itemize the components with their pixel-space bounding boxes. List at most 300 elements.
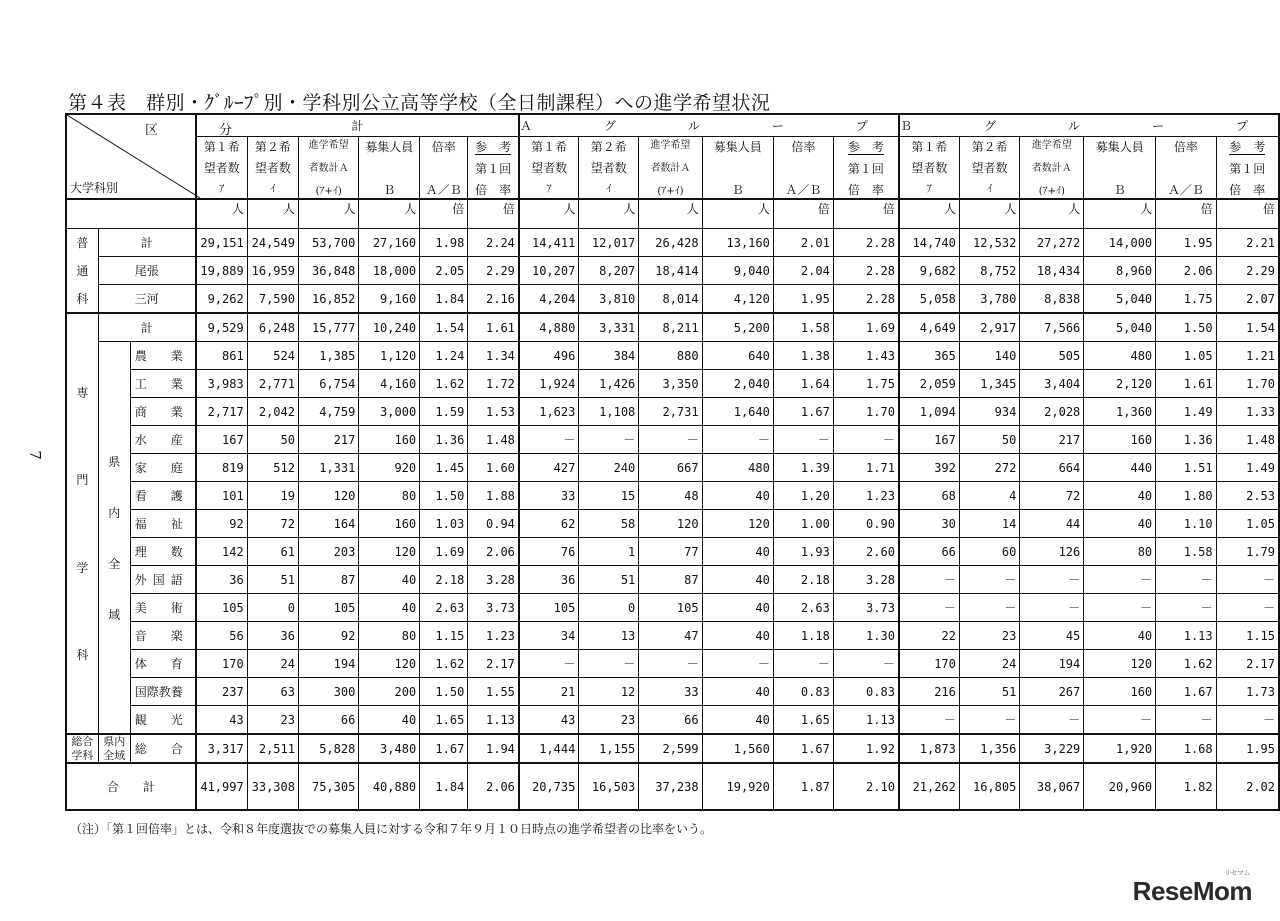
value-cell: 66 bbox=[298, 706, 358, 735]
value-cell: － bbox=[639, 650, 702, 678]
row-label: 理 数 bbox=[130, 538, 196, 566]
value-cell: 21,262 bbox=[899, 763, 959, 810]
value-cell: 664 bbox=[1020, 454, 1084, 482]
value-cell: 1.24 bbox=[420, 342, 468, 370]
value-cell: 200 bbox=[359, 678, 420, 706]
value-cell: 1,120 bbox=[359, 342, 420, 370]
value-cell: 1,356 bbox=[959, 734, 1019, 763]
value-cell: 240 bbox=[579, 454, 639, 482]
value-cell: 24 bbox=[247, 650, 298, 678]
value-cell: 1.61 bbox=[468, 313, 519, 342]
value-cell: 1.95 bbox=[773, 285, 833, 314]
value-cell: 5,040 bbox=[1084, 313, 1156, 342]
row-label: 水 産 bbox=[130, 426, 196, 454]
value-cell: － bbox=[1084, 594, 1156, 622]
value-cell: 1,094 bbox=[899, 398, 959, 426]
value-cell: 7,566 bbox=[1020, 313, 1084, 342]
value-cell: 2.16 bbox=[468, 285, 519, 314]
value-cell: 16,805 bbox=[959, 763, 1019, 810]
value-cell: 217 bbox=[1020, 426, 1084, 454]
col-header-total-applicants: 進学希望 者数計Ａ (ｱ+ｲ) bbox=[639, 137, 702, 199]
value-cell: 505 bbox=[1020, 342, 1084, 370]
row-label: 総 合 bbox=[130, 734, 196, 763]
value-cell: 1.67 bbox=[420, 734, 468, 763]
value-cell: 80 bbox=[359, 622, 420, 650]
value-cell: － bbox=[899, 594, 959, 622]
value-cell: 2.06 bbox=[1156, 257, 1216, 285]
value-cell: 29,151 bbox=[196, 229, 247, 257]
row-label: 商 業 bbox=[130, 398, 196, 426]
value-cell: 1.34 bbox=[468, 342, 519, 370]
data-table bbox=[65, 113, 1280, 811]
units-spacer bbox=[66, 199, 196, 229]
value-cell: 384 bbox=[579, 342, 639, 370]
value-cell: 12,017 bbox=[579, 229, 639, 257]
value-cell: 120 bbox=[298, 482, 358, 510]
value-cell: 3,404 bbox=[1020, 370, 1084, 398]
value-cell: 0 bbox=[247, 594, 298, 622]
value-cell: 1,920 bbox=[1084, 734, 1156, 763]
value-cell: 3,983 bbox=[196, 370, 247, 398]
value-cell: 66 bbox=[899, 538, 959, 566]
value-cell: 50 bbox=[959, 426, 1019, 454]
value-cell: 1.75 bbox=[833, 370, 899, 398]
value-cell: 2.63 bbox=[773, 594, 833, 622]
unit-cell: 人 bbox=[639, 199, 702, 229]
value-cell: 36 bbox=[196, 566, 247, 594]
value-cell: 1.48 bbox=[468, 426, 519, 454]
value-cell: 2,717 bbox=[196, 398, 247, 426]
col-header-second-choice: 第２希 望者数 ｲ bbox=[247, 137, 298, 199]
value-cell: 1 bbox=[579, 538, 639, 566]
value-cell: 1.67 bbox=[773, 398, 833, 426]
value-cell: 34 bbox=[519, 622, 579, 650]
value-cell: 300 bbox=[298, 678, 358, 706]
value-cell: 1.38 bbox=[773, 342, 833, 370]
value-cell: 3.73 bbox=[833, 594, 899, 622]
value-cell: 0 bbox=[579, 594, 639, 622]
row-label: 観 光 bbox=[130, 706, 196, 735]
unit-cell: 人 bbox=[519, 199, 579, 229]
value-cell: 640 bbox=[702, 342, 773, 370]
value-cell: － bbox=[1020, 566, 1084, 594]
value-cell: 0.90 bbox=[833, 510, 899, 538]
row-label: 尾張 bbox=[98, 257, 196, 285]
value-cell: 87 bbox=[639, 566, 702, 594]
value-cell: 1.79 bbox=[1216, 538, 1279, 566]
unit-cell: 人 bbox=[899, 199, 959, 229]
value-cell: 1.94 bbox=[468, 734, 519, 763]
value-cell: 1.50 bbox=[420, 482, 468, 510]
value-cell: 0.94 bbox=[468, 510, 519, 538]
row-label: 音 楽 bbox=[130, 622, 196, 650]
value-cell: 1.58 bbox=[1156, 538, 1216, 566]
unit-cell: 人 bbox=[702, 199, 773, 229]
value-cell: 9,040 bbox=[702, 257, 773, 285]
value-cell: 36 bbox=[519, 566, 579, 594]
value-cell: － bbox=[702, 650, 773, 678]
value-cell: 480 bbox=[702, 454, 773, 482]
col-header-first-choice: 第１希 望者数 ｱ bbox=[899, 137, 959, 199]
value-cell: 1.23 bbox=[833, 482, 899, 510]
value-cell: 14 bbox=[959, 510, 1019, 538]
value-cell: 77 bbox=[639, 538, 702, 566]
value-cell: 1.71 bbox=[833, 454, 899, 482]
value-cell: － bbox=[1216, 706, 1279, 735]
value-cell: 1.51 bbox=[1156, 454, 1216, 482]
value-cell: 2,040 bbox=[702, 370, 773, 398]
group-header-total: 計 bbox=[196, 114, 519, 137]
value-cell: 23 bbox=[959, 622, 1019, 650]
value-cell: 1,385 bbox=[298, 342, 358, 370]
value-cell: 1.15 bbox=[1216, 622, 1279, 650]
value-cell: 2,028 bbox=[1020, 398, 1084, 426]
value-cell: 16,852 bbox=[298, 285, 358, 314]
value-cell: 33 bbox=[519, 482, 579, 510]
value-cell: 20,960 bbox=[1084, 763, 1156, 810]
value-cell: 272 bbox=[959, 454, 1019, 482]
value-cell: 80 bbox=[359, 482, 420, 510]
value-cell: 2,511 bbox=[247, 734, 298, 763]
value-cell: 40 bbox=[702, 622, 773, 650]
value-cell: － bbox=[1084, 566, 1156, 594]
unit-cell: 倍 bbox=[420, 199, 468, 229]
group-label-senmon: 専 門 学 科 bbox=[66, 313, 98, 734]
value-cell: 160 bbox=[1084, 678, 1156, 706]
unit-cell: 人 bbox=[359, 199, 420, 229]
value-cell: 105 bbox=[519, 594, 579, 622]
value-cell: 194 bbox=[298, 650, 358, 678]
value-cell: 1.84 bbox=[420, 285, 468, 314]
row-label: 外 国 語 bbox=[130, 566, 196, 594]
value-cell: 24,549 bbox=[247, 229, 298, 257]
value-cell: 1.13 bbox=[1156, 622, 1216, 650]
value-cell: 4,880 bbox=[519, 313, 579, 342]
value-cell: 40 bbox=[359, 594, 420, 622]
value-cell: 1.43 bbox=[833, 342, 899, 370]
group-header-b: Ｂ グ ル ー プ bbox=[899, 114, 1279, 137]
value-cell: 2.18 bbox=[420, 566, 468, 594]
value-cell: 1.15 bbox=[420, 622, 468, 650]
value-cell: 170 bbox=[196, 650, 247, 678]
value-cell: 2.07 bbox=[1216, 285, 1279, 314]
value-cell: 2.63 bbox=[420, 594, 468, 622]
value-cell: 30 bbox=[899, 510, 959, 538]
value-cell: 160 bbox=[359, 510, 420, 538]
value-cell: 105 bbox=[196, 594, 247, 622]
value-cell: 1.92 bbox=[833, 734, 899, 763]
value-cell: 44 bbox=[1020, 510, 1084, 538]
value-cell: 6,754 bbox=[298, 370, 358, 398]
value-cell: 0.83 bbox=[773, 678, 833, 706]
value-cell: 0.83 bbox=[833, 678, 899, 706]
value-cell: 8,207 bbox=[579, 257, 639, 285]
value-cell: 3,350 bbox=[639, 370, 702, 398]
value-cell: 140 bbox=[959, 342, 1019, 370]
value-cell: 66 bbox=[639, 706, 702, 735]
value-cell: － bbox=[1084, 706, 1156, 735]
value-cell: 2.05 bbox=[420, 257, 468, 285]
value-cell: 38,067 bbox=[1020, 763, 1084, 810]
value-cell: 1.13 bbox=[468, 706, 519, 735]
value-cell: 8,752 bbox=[959, 257, 1019, 285]
value-cell: － bbox=[702, 426, 773, 454]
col-header-total-applicants: 進学希望 者数計Ａ (ｱ+ｲ) bbox=[1020, 137, 1084, 199]
col-header-second-choice: 第２希 望者数 ｲ bbox=[959, 137, 1019, 199]
unit-cell: 倍 bbox=[1156, 199, 1216, 229]
value-cell: 72 bbox=[1020, 482, 1084, 510]
value-cell: 2.01 bbox=[773, 229, 833, 257]
value-cell: 8,838 bbox=[1020, 285, 1084, 314]
value-cell: 1,640 bbox=[702, 398, 773, 426]
value-cell: 2.06 bbox=[468, 538, 519, 566]
value-cell: 51 bbox=[247, 566, 298, 594]
value-cell: 2.28 bbox=[833, 285, 899, 314]
value-cell: 40,880 bbox=[359, 763, 420, 810]
value-cell: 1.58 bbox=[773, 313, 833, 342]
value-cell: 101 bbox=[196, 482, 247, 510]
value-cell: 27,272 bbox=[1020, 229, 1084, 257]
value-cell: 68 bbox=[899, 482, 959, 510]
row-label: 体 育 bbox=[130, 650, 196, 678]
value-cell: 819 bbox=[196, 454, 247, 482]
value-cell: 40 bbox=[702, 594, 773, 622]
value-cell: 861 bbox=[196, 342, 247, 370]
value-cell: － bbox=[1020, 706, 1084, 735]
value-cell: 1.10 bbox=[1156, 510, 1216, 538]
value-cell: 1.65 bbox=[420, 706, 468, 735]
value-cell: 62 bbox=[519, 510, 579, 538]
value-cell: 4,649 bbox=[899, 313, 959, 342]
group-label-futsu: 普 通 科 bbox=[66, 229, 98, 314]
value-cell: 9,682 bbox=[899, 257, 959, 285]
value-cell: 16,959 bbox=[247, 257, 298, 285]
value-cell: 120 bbox=[359, 650, 420, 678]
value-cell: 1.54 bbox=[420, 313, 468, 342]
col-header-second-choice: 第２希 望者数 ｲ bbox=[579, 137, 639, 199]
value-cell: 51 bbox=[959, 678, 1019, 706]
value-cell: 5,058 bbox=[899, 285, 959, 314]
value-cell: 5,828 bbox=[298, 734, 358, 763]
value-cell: 2.29 bbox=[468, 257, 519, 285]
value-cell: 80 bbox=[1084, 538, 1156, 566]
value-cell: 4,204 bbox=[519, 285, 579, 314]
value-cell: 203 bbox=[298, 538, 358, 566]
value-cell: 1.70 bbox=[833, 398, 899, 426]
value-cell: － bbox=[1156, 706, 1216, 735]
value-cell: 1.69 bbox=[833, 313, 899, 342]
value-cell: 61 bbox=[247, 538, 298, 566]
value-cell: 217 bbox=[298, 426, 358, 454]
value-cell: 2,599 bbox=[639, 734, 702, 763]
value-cell: 2,731 bbox=[639, 398, 702, 426]
value-cell: 1.93 bbox=[773, 538, 833, 566]
value-cell: 4,160 bbox=[359, 370, 420, 398]
value-cell: 40 bbox=[702, 566, 773, 594]
col-header-ratio: 倍率 Ａ／Ｂ bbox=[1156, 137, 1216, 199]
value-cell: 23 bbox=[247, 706, 298, 735]
value-cell: 1.48 bbox=[1216, 426, 1279, 454]
value-cell: 1.18 bbox=[773, 622, 833, 650]
value-cell: － bbox=[833, 426, 899, 454]
value-cell: － bbox=[1020, 594, 1084, 622]
value-cell: 1.69 bbox=[420, 538, 468, 566]
value-cell: － bbox=[899, 706, 959, 735]
value-cell: 40 bbox=[702, 482, 773, 510]
value-cell: 13 bbox=[579, 622, 639, 650]
row-label: 看 護 bbox=[130, 482, 196, 510]
value-cell: － bbox=[1216, 566, 1279, 594]
value-cell: 1.67 bbox=[773, 734, 833, 763]
value-cell: 14,411 bbox=[519, 229, 579, 257]
row-label: 計 bbox=[98, 313, 196, 342]
value-cell: － bbox=[639, 426, 702, 454]
value-cell: 1.82 bbox=[1156, 763, 1216, 810]
value-cell: 20,735 bbox=[519, 763, 579, 810]
value-cell: 2.18 bbox=[773, 566, 833, 594]
value-cell: 45 bbox=[1020, 622, 1084, 650]
value-cell: 1.20 bbox=[773, 482, 833, 510]
value-cell: 1,360 bbox=[1084, 398, 1156, 426]
value-cell: 1,444 bbox=[519, 734, 579, 763]
value-cell: － bbox=[579, 650, 639, 678]
value-cell: － bbox=[773, 650, 833, 678]
value-cell: 496 bbox=[519, 342, 579, 370]
value-cell: 1,560 bbox=[702, 734, 773, 763]
col-header-reference-ratio: 参 考 第１回 倍 率 bbox=[468, 137, 519, 199]
value-cell: 120 bbox=[639, 510, 702, 538]
value-cell: 4,759 bbox=[298, 398, 358, 426]
value-cell: 24 bbox=[959, 650, 1019, 678]
value-cell: 3.28 bbox=[833, 566, 899, 594]
unit-cell: 人 bbox=[1020, 199, 1084, 229]
value-cell: 1.54 bbox=[1216, 313, 1279, 342]
value-cell: 1.03 bbox=[420, 510, 468, 538]
value-cell: 43 bbox=[519, 706, 579, 735]
value-cell: 40 bbox=[702, 538, 773, 566]
value-cell: 126 bbox=[1020, 538, 1084, 566]
value-cell: 12,532 bbox=[959, 229, 1019, 257]
value-cell: 1.36 bbox=[420, 426, 468, 454]
value-cell: 10,240 bbox=[359, 313, 420, 342]
value-cell: 2.28 bbox=[833, 257, 899, 285]
value-cell: 105 bbox=[298, 594, 358, 622]
value-cell: 50 bbox=[247, 426, 298, 454]
value-cell: 920 bbox=[359, 454, 420, 482]
value-cell: － bbox=[1156, 594, 1216, 622]
value-cell: 51 bbox=[579, 566, 639, 594]
value-cell: 2.06 bbox=[468, 763, 519, 810]
value-cell: 120 bbox=[702, 510, 773, 538]
value-cell: 2.04 bbox=[773, 257, 833, 285]
value-cell: 21 bbox=[519, 678, 579, 706]
value-cell: 87 bbox=[298, 566, 358, 594]
value-cell: 2.17 bbox=[468, 650, 519, 678]
value-cell: 13,160 bbox=[702, 229, 773, 257]
row-label: 美 術 bbox=[130, 594, 196, 622]
value-cell: 19 bbox=[247, 482, 298, 510]
value-cell: － bbox=[579, 426, 639, 454]
value-cell: 60 bbox=[959, 538, 1019, 566]
value-cell: 524 bbox=[247, 342, 298, 370]
unit-cell: 倍 bbox=[1216, 199, 1279, 229]
value-cell: 427 bbox=[519, 454, 579, 482]
value-cell: 63 bbox=[247, 678, 298, 706]
value-cell: 4 bbox=[959, 482, 1019, 510]
value-cell: 3,480 bbox=[359, 734, 420, 763]
row-label: 福 祉 bbox=[130, 510, 196, 538]
value-cell: 19,920 bbox=[702, 763, 773, 810]
value-cell: 2,042 bbox=[247, 398, 298, 426]
value-cell: 6,248 bbox=[247, 313, 298, 342]
value-cell: 1.49 bbox=[1156, 398, 1216, 426]
value-cell: 40 bbox=[359, 566, 420, 594]
value-cell: 9,529 bbox=[196, 313, 247, 342]
value-cell: 365 bbox=[899, 342, 959, 370]
value-cell: 53,700 bbox=[298, 229, 358, 257]
col-header-capacity: 募集人員 Ｂ bbox=[702, 137, 773, 199]
value-cell: 1,331 bbox=[298, 454, 358, 482]
value-cell: 194 bbox=[1020, 650, 1084, 678]
value-cell: 1.23 bbox=[468, 622, 519, 650]
value-cell: 36 bbox=[247, 622, 298, 650]
value-cell: 40 bbox=[1084, 510, 1156, 538]
value-cell: 167 bbox=[899, 426, 959, 454]
area-label-sogo: 県内 全域 bbox=[98, 734, 130, 763]
value-cell: 92 bbox=[196, 510, 247, 538]
value-cell: 8,211 bbox=[639, 313, 702, 342]
value-cell: 160 bbox=[359, 426, 420, 454]
value-cell: 41,997 bbox=[196, 763, 247, 810]
value-cell: 76 bbox=[519, 538, 579, 566]
unit-cell: 倍 bbox=[468, 199, 519, 229]
value-cell: 1.59 bbox=[420, 398, 468, 426]
value-cell: 23 bbox=[579, 706, 639, 735]
resemom-logo: ReseMom リセマム bbox=[1132, 870, 1252, 906]
value-cell: 33,308 bbox=[247, 763, 298, 810]
value-cell: 1.98 bbox=[420, 229, 468, 257]
value-cell: － bbox=[519, 426, 579, 454]
value-cell: 3,780 bbox=[959, 285, 1019, 314]
value-cell: 1.84 bbox=[420, 763, 468, 810]
value-cell: 170 bbox=[899, 650, 959, 678]
unit-cell: 人 bbox=[196, 199, 247, 229]
value-cell: 2.21 bbox=[1216, 229, 1279, 257]
value-cell: 10,207 bbox=[519, 257, 579, 285]
unit-cell: 人 bbox=[1084, 199, 1156, 229]
group-header-a: Ａ グ ル ー プ bbox=[519, 114, 899, 137]
value-cell: 2.53 bbox=[1216, 482, 1279, 510]
value-cell: 1.21 bbox=[1216, 342, 1279, 370]
value-cell: 1.62 bbox=[420, 650, 468, 678]
value-cell: 1.68 bbox=[1156, 734, 1216, 763]
value-cell: － bbox=[959, 594, 1019, 622]
value-cell: 164 bbox=[298, 510, 358, 538]
group-label-sogo: 総合 学科 bbox=[66, 734, 98, 763]
value-cell: 2,059 bbox=[899, 370, 959, 398]
value-cell: 22 bbox=[899, 622, 959, 650]
grand-total-label: 合 計 bbox=[66, 763, 196, 810]
unit-cell: 人 bbox=[298, 199, 358, 229]
value-cell: 3,331 bbox=[579, 313, 639, 342]
daigaku-label: 大学科別 bbox=[70, 181, 119, 195]
value-cell: 1.05 bbox=[1216, 510, 1279, 538]
value-cell: 1.60 bbox=[468, 454, 519, 482]
unit-cell: 人 bbox=[247, 199, 298, 229]
value-cell: 105 bbox=[639, 594, 702, 622]
value-cell: 1.36 bbox=[1156, 426, 1216, 454]
value-cell: 14,740 bbox=[899, 229, 959, 257]
